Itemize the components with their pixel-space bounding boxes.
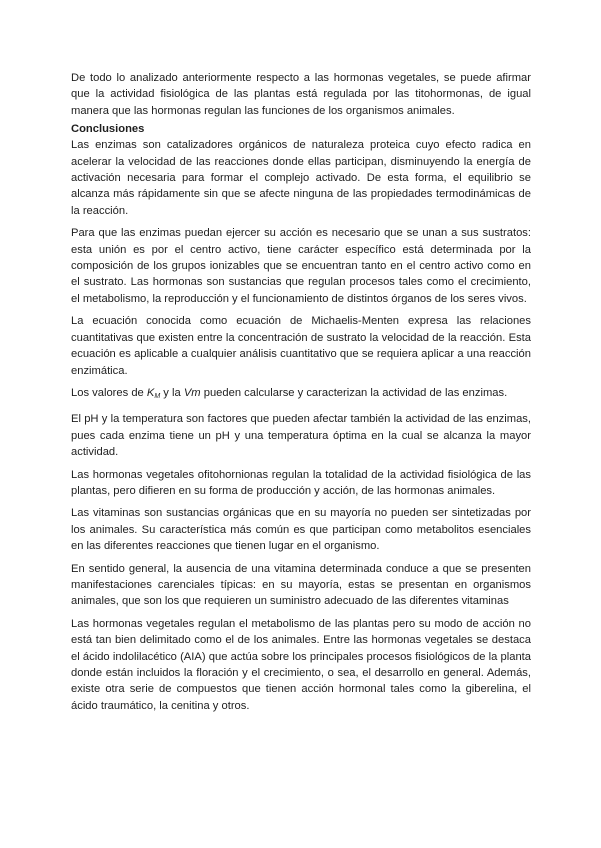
intro-paragraph: De todo lo analizado anteriormente respecto a las hormonas vegetales, se puede afirmar que la actividad fisiológica de las plantas está regulada por las titohormonas, de igual manera que las hormonas regulan las funciones de los organismos animales.	[71, 72, 531, 117]
paragraph-substrate-binding: Para que las enzimas puedan ejercer su acción es necesario que se unan a sus sustratos: esta unión es por el centro activo, tiene carácter específico está determinada por la composición de los grupos ionizables que se encuentran tanto en el centro activo como en el sustrato. Las hormonas son sustancias que regulan procesos tales como el crecimiento, el metabolismo, la reproducción y el funcionamiento de distintos órganos de los seres vivos.	[71, 227, 531, 305]
paragraph-enzymes: Las enzimas son catalizadores orgánicos de naturaleza proteica cuyo efecto radica en acelerar la velocidad de las reacciones donde ellas participan, disminuyendo la energía de activación necesaria para formar el complejo activado. De esta forma, el equilibrio se alcanza más rápidamente sin que se afecte ninguna de las propiedades termodinámicas de la reacción.	[71, 139, 531, 217]
km-symbol: K	[146, 386, 155, 399]
conclusions-heading: Conclusiones	[71, 123, 145, 136]
paragraph-michaelis-menten: La ecuación conocida como ecuación de Michaelis-Menten expresa las relaciones cuantitativas que existen entre la concentración de sustrato la velocidad de la reacción. Esta ecuación es aplicable a cualquier análisis cuantitativo que se requiera aplicar a una reacción enzimática.	[71, 315, 531, 377]
paragraph-ph-temperature: El pH y la temperatura son factores que pueden afectar también la actividad de las enzimas, pues cada enzima tiene un pH y una temperatura óptima en la cual se alcanza la mayor actividad.	[71, 413, 531, 459]
km-vm-text-mid: y la	[160, 386, 184, 399]
paragraph-plant-hormones: Las hormonas vegetales ofitohornionas regulan la totalidad de la actividad fisiológica de las plantas, pero difieren en su forma de producción y acción, de las hormonas animales.	[71, 468, 531, 497]
km-vm-text-post: pueden calcularse y caracterizan la actividad de las enzimas.	[200, 386, 508, 399]
paragraph-vitamins: Las vitaminas son sustancias orgánicas que en su mayoría no pueden ser sintetizadas por los animales. Su característica más común es que participan como metabolitos esenciales en las diferentes reacciones que tienen lugar en el organismo.	[71, 507, 531, 553]
paragraph-plant-metabolism: Las hormonas vegetales regulan el metabolismo de las plantas pero su modo de acción no está tan bien delimitado como el de los animales. Entre las hormonas vegetales se destaca el ácido indolilacético (AIA) que actúa sobre los principales procesos fisiológicos de la planta donde están incluidos la floración y el crecimiento, o sea, el desarrollo en general. Además, existe otra serie de compuestos que tienen acción hormonal tales como la giberelina, el ácido traumático, la cenitina y otros.	[71, 617, 531, 712]
km-vm-text-pre: Los valores de	[71, 386, 147, 399]
paragraph-vitamin-deficiency: En sentido general, la ausencia de una vitamina determinada conduce a que se presenten manifestaciones carenciales típicas: en su mayoría, estas se presentan en organismos animales, que son los que requieren un suministro adecuado de las diferentes vitaminas	[71, 562, 531, 608]
paragraph-km-vm	[71, 385, 531, 405]
vm-symbol: Vm	[183, 386, 201, 399]
km-subscript: M	[154, 392, 161, 400]
